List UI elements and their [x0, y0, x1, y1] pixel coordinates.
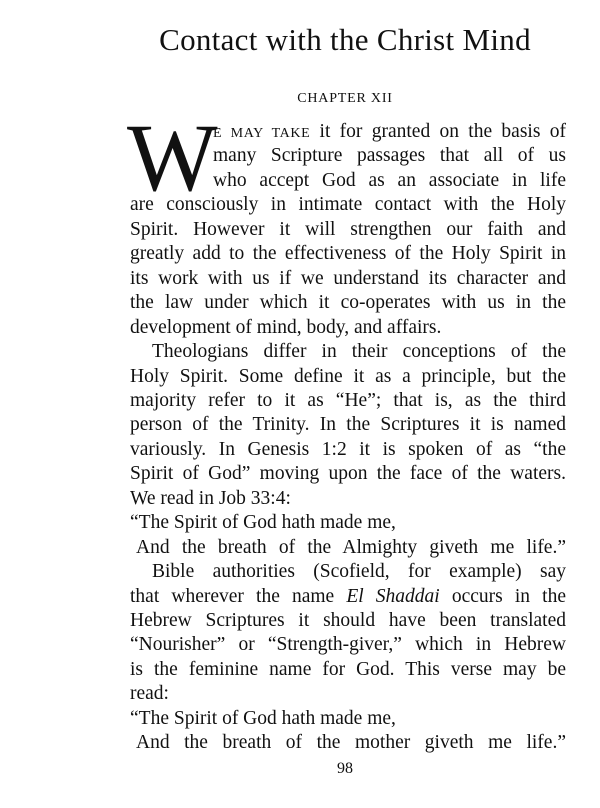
text-line: [130, 609, 566, 633]
text-line: [130, 633, 566, 657]
text-span: many Scripture passages that all of us: [213, 145, 566, 167]
text-span: occurs in the: [439, 585, 567, 607]
page-number: 98: [337, 760, 353, 777]
text-span: read:: [130, 683, 169, 705]
text-span: the law under which it co-operates with us in the: [130, 292, 566, 314]
text-line: [213, 169, 566, 193]
text-span: Spirit. However it will strengthen our faith and: [130, 218, 566, 240]
small-caps-text: E MAY TAKE: [213, 126, 311, 141]
drop-cap: W: [127, 104, 218, 211]
text-line: [130, 218, 566, 242]
text-line: [130, 365, 566, 389]
text-line: [152, 560, 566, 584]
text-line: [213, 120, 566, 144]
text-span: “The Spirit of God hath made me,: [130, 512, 396, 534]
text-span: “The Spirit of God hath made me,: [130, 707, 396, 729]
text-line: [136, 731, 566, 755]
text-line: [130, 682, 566, 706]
text-line: [136, 536, 566, 560]
text-line: [152, 340, 566, 364]
text-line: [130, 438, 566, 462]
text-span: is the feminine name for God. This verse may be: [130, 658, 566, 680]
text-span: Hebrew Scriptures it should have been translated: [130, 610, 566, 631]
text-line: [130, 585, 566, 609]
text-line: [130, 389, 566, 413]
text-span: it for granted on the basis of: [310, 121, 566, 142]
text-line: [130, 316, 566, 340]
chapter-heading: CHAPTER XII: [297, 91, 393, 106]
text-span: Bible authorities (Scofield, for example) say: [152, 561, 566, 583]
text-span: We read in Job 33:4:: [130, 487, 291, 509]
italic-text: El Shaddai: [346, 585, 440, 607]
text-line: [130, 511, 566, 535]
text-span: Spirit of God” moving upon the face of the waters.: [130, 463, 566, 485]
text-span: variously. In Genesis 1:2 it is spoken of as “the: [130, 438, 566, 460]
text-span: majority refer to it as “He”; that is, as the third: [130, 389, 566, 411]
text-span: And the breath of the mother giveth me life.”: [136, 732, 566, 754]
text-span: And the breath of the Almighty giveth me life.”: [136, 536, 566, 558]
page-title: Contact with the Christ Mind: [159, 22, 531, 57]
text-span: Holy Spirit. Some define it as a principle, but the: [130, 365, 566, 387]
text-span: “Nourisher” or “Strength-giver,” which in Hebrew: [130, 634, 566, 656]
text-line: [130, 658, 566, 682]
text-span: that wherever the name: [130, 585, 347, 607]
text-span: its work with us if we understand its character and: [130, 267, 566, 289]
text-span: are consciously in intimate contact with the Holy: [130, 194, 566, 216]
text-line: [130, 487, 566, 511]
text-line: [130, 413, 566, 437]
text-span: who accept God as an associate in life: [213, 169, 566, 191]
text-line: [130, 193, 566, 217]
text-span: greatly add to the effectiveness of the Holy Spirit in: [130, 243, 566, 265]
text-span: Theologians differ in their conceptions of the: [152, 341, 566, 363]
text-line: [130, 707, 566, 731]
text-span: development of mind, body, and affairs.: [130, 316, 442, 338]
text-line: [130, 242, 566, 266]
text-line: [130, 267, 566, 291]
text-line: [213, 144, 566, 168]
text-span: person of the Trinity. In the Scriptures it is named: [130, 414, 566, 436]
text-line: [130, 291, 566, 315]
text-line: [130, 462, 566, 486]
